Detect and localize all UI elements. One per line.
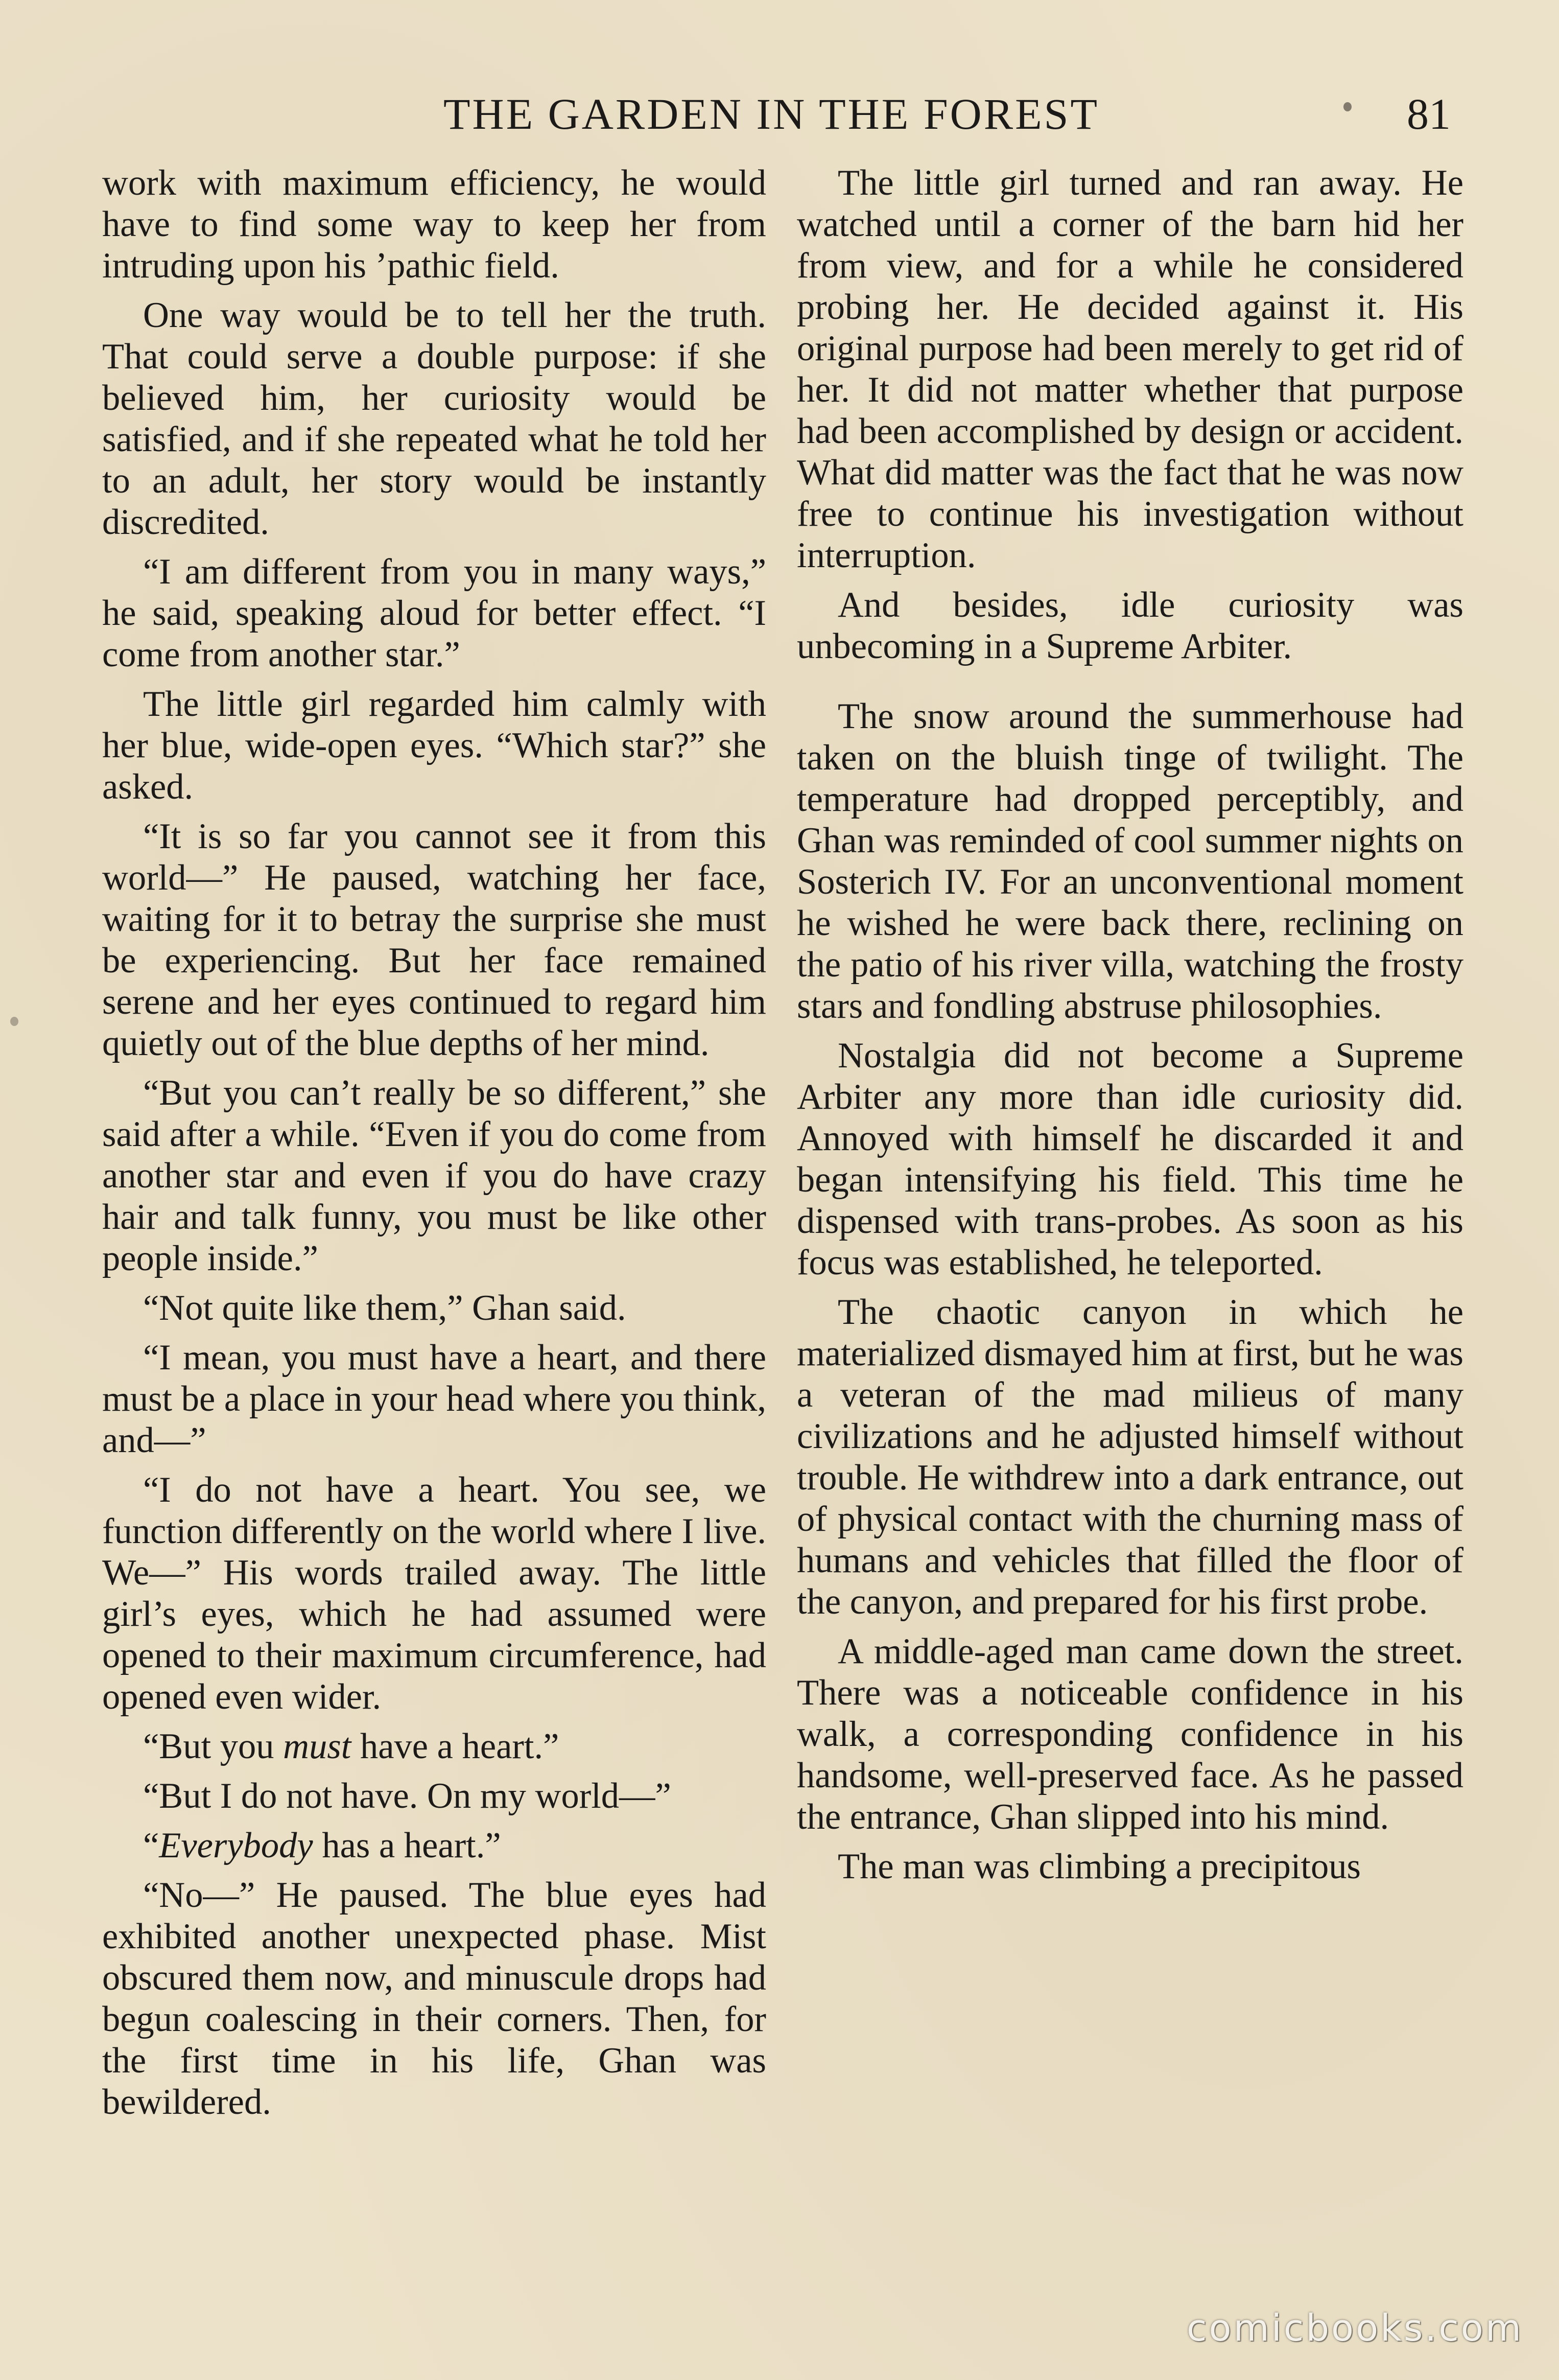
paragraph: “I mean, you must have a heart, and there must be a place in your head where you think, and—” (102, 1338, 766, 1460)
text-run: have a heart.” (351, 1726, 559, 1766)
text-run: “But you (143, 1726, 284, 1766)
paragraph (102, 1726, 766, 1767)
paragraph: Nostalgia did not become a Supreme Arbiter any more than idle curiosity did. Annoyed with himself he discarded it and began intensifying his field. This time he dispensed with trans-probes. As soon as his focus was established, he teleported. (797, 1036, 1463, 1282)
right-column (797, 162, 1463, 1887)
watermark: comicbooks.com (1186, 2306, 1523, 2349)
paragraph: The chaotic canyon in which he materialized dismayed him at first, but he was a veteran of the mad milieus of many civilizations and he adjusted himself without trouble. He withdrew into a dark entrance, out of physical contact with the churning mass of humans and vehicles that filled the floor of the canyon, and prepared for his first probe. (797, 1292, 1463, 1622)
section-break (797, 675, 1463, 696)
page-number: 81 (1407, 89, 1451, 138)
page-header (92, 86, 1471, 142)
paragraph: One way would be to tell her the truth. That could serve a double purpose: if she believed him, her curiosity would be satisfied, and if she repeated what he told her to an adult, her story would be instantly discredited. (102, 295, 766, 542)
paragraph: The snow around the summerhouse had taken on the bluish tinge of twilight. The temperature had dropped perceptibly, and Ghan was reminded of cool summer nights on Sosterich IV. For an unconventional moment he wished he were back there, reclining on the patio of his river villa, watching the frosty stars and fondling abstruse philosophies. (797, 696, 1463, 1026)
emphasis: Everybody (159, 1826, 313, 1865)
paragraph: And besides, idle curiosity was unbecoming in a Supreme Arbiter. (797, 585, 1463, 666)
text-run: has a heart.” (313, 1826, 501, 1865)
ink-speck (1343, 102, 1352, 111)
paragraph (102, 1825, 766, 1866)
paragraph: “I am different from you in many ways,” he said, speaking aloud for better effect. “I come from another star.” (102, 552, 766, 674)
left-column (102, 162, 766, 2123)
paragraph: A middle-aged man came down the street. There was a noticeable confidence in his walk, a corresponding confidence in his handsome, well-preserved face. As he passed the entrance, Ghan slipped into his mind. (797, 1631, 1463, 1837)
paragraph: “But I do not have. On my world—” (143, 1776, 671, 1816)
paragraph: “I do not have a heart. You see, we function differently on the world where I live. We—” His words trailed away. The little girl’s eyes, which he had assumed were opened to their maximum circumference, had opened even wider. (102, 1470, 766, 1717)
paragraph: “No—” He paused. The blue eyes had exhibited another unexpected phase. Mist obscured them now, and minuscule drops had begun coalescing in their corners. Then, for the first time in his life, Ghan was bewildered. (102, 1875, 766, 2122)
paragraph: The man was climbing a precipitous (838, 1847, 1361, 1886)
text-run: “ (143, 1826, 159, 1865)
paragraph: “It is so far you cannot see it from this world—” He paused, watching her face, waiting for it to betray the surprise she must be experiencing. But her face remained serene and her eyes continued to regard him quietly out of the blue depths of her mind. (102, 816, 766, 1063)
paragraph: “Not quite like them,” Ghan said. (143, 1288, 626, 1328)
paragraph: The little girl turned and ran away. He watched until a corner of the barn hid her from view, and for a while he considered probing her. He decided against it. His original purpose had been merely to get rid of her. It did not matter whether that purpose had been accomplished by design or accident. What did matter was the fact that he was now free to continue his investigation without interruption. (797, 163, 1463, 575)
paragraph: “But you can’t really be so different,” she said after a while. “Even if you do come from another star and even if you do have crazy hair and talk funny, you must be like other people inside.” (102, 1073, 766, 1278)
paragraph: The little girl regarded him calmly with her blue, wide-open eyes. “Which star?” she asked. (102, 684, 766, 807)
ink-speck (10, 1017, 18, 1026)
paragraph: work with maximum efficiency, he would have to find some way to keep her from intruding upon his ’pathic field. (102, 163, 766, 286)
running-title: THE GARDEN IN THE FOREST (443, 89, 1100, 138)
emphasis: must (283, 1726, 351, 1766)
